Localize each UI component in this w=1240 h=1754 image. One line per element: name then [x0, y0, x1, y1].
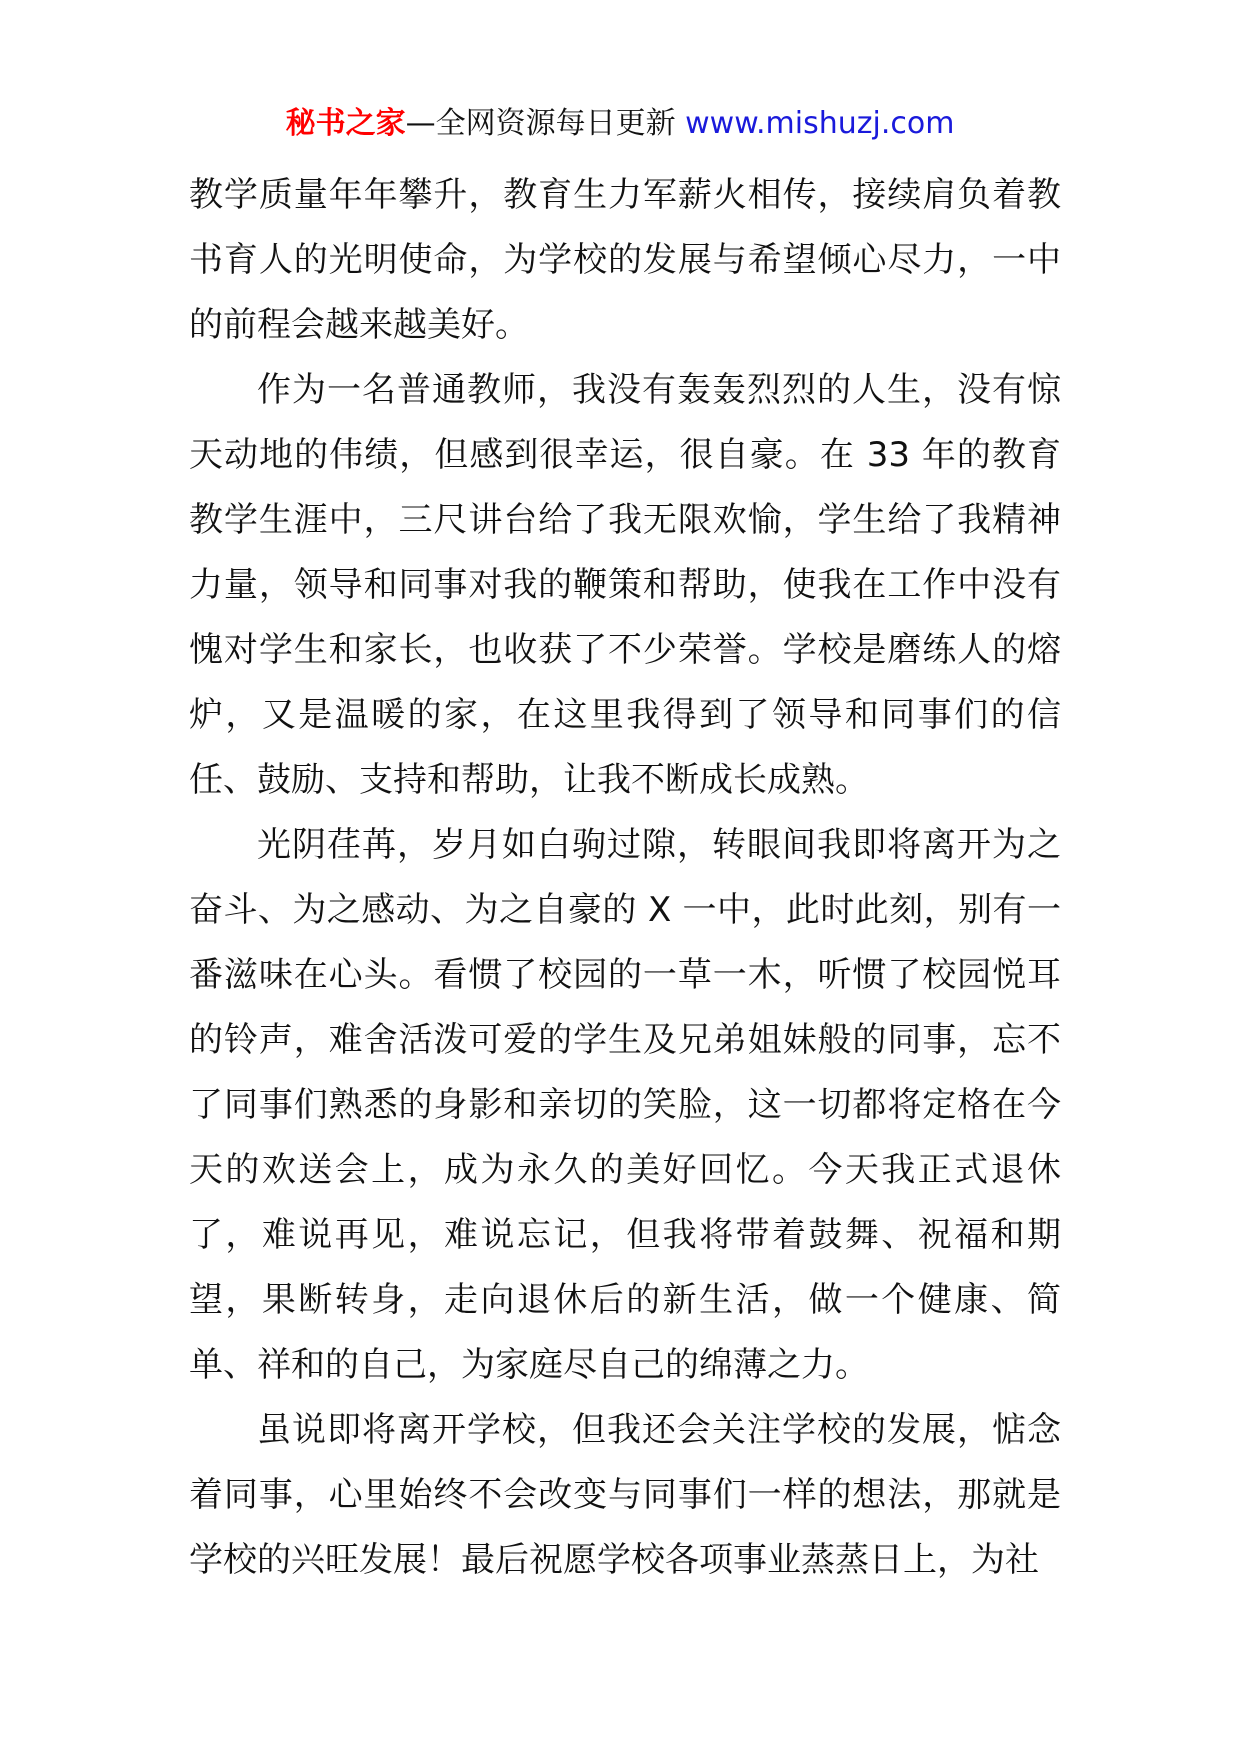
paragraph-3: 光阴荏苒，岁月如白驹过隙，转眼间我即将离开为之奋斗、为之感动、为之自豪的 X 一中，此时此刻，别有一番滋味在心头。看惯了校园的一草一木，听惯了校园悦耳的铃声，难舍活泼可爱的学生及兄弟姐妹般的同事，忘不了同事们熟悉的身影和亲切的笑脸，这一切都将定格在今天的欢送会上，成为永久的美好回忆。今天我正式退休了，难说再见，难说忘记，但我将带着鼓舞、祝福和期望，果断转身，走向退休后的新生活，做一个健康、简单、祥和的自己，为家庭尽自己的绵薄之力。	[189, 825, 1061, 1385]
paragraph-1: 教学质量年年攀升，教育生力军薪火相传，接续肩负着教书育人的光明使命，为学校的发展与希望倾心尽力，一中的前程会越来越美好。	[189, 175, 1061, 345]
header-tagline: —全网资源每日更新	[405, 106, 686, 141]
paragraph-2: 作为一名普通教师，我没有轰轰烈烈的人生，没有惊天动地的伟绩，但感到很幸运，很自豪。在 33 年的教育教学生涯中，三尺讲台给了我无限欢愉，学生给了我精神力量，领导和同事对我的鞭策和帮助，使我在工作中没有愧对学生和家长，也收获了不少荣誉。学校是磨练人的熔炉，又是温暖的家，在这里我得到了领导和同事们的信任、鼓励、支持和帮助，让我不断成长成熟。	[189, 370, 1061, 800]
document-body	[189, 163, 1061, 1593]
site-url-link[interactable]: www.mishuzj.com	[685, 106, 955, 141]
brand-name: 秘书之家	[285, 106, 406, 141]
site-header	[0, 102, 1240, 146]
paragraph-4: 虽说即将离开学校，但我还会关注学校的发展，惦念着同事，心里始终不会改变与同事们一样的想法，那就是学校的兴旺发展！最后祝愿学校各项事业蒸蒸日上，为社	[189, 1410, 1061, 1580]
